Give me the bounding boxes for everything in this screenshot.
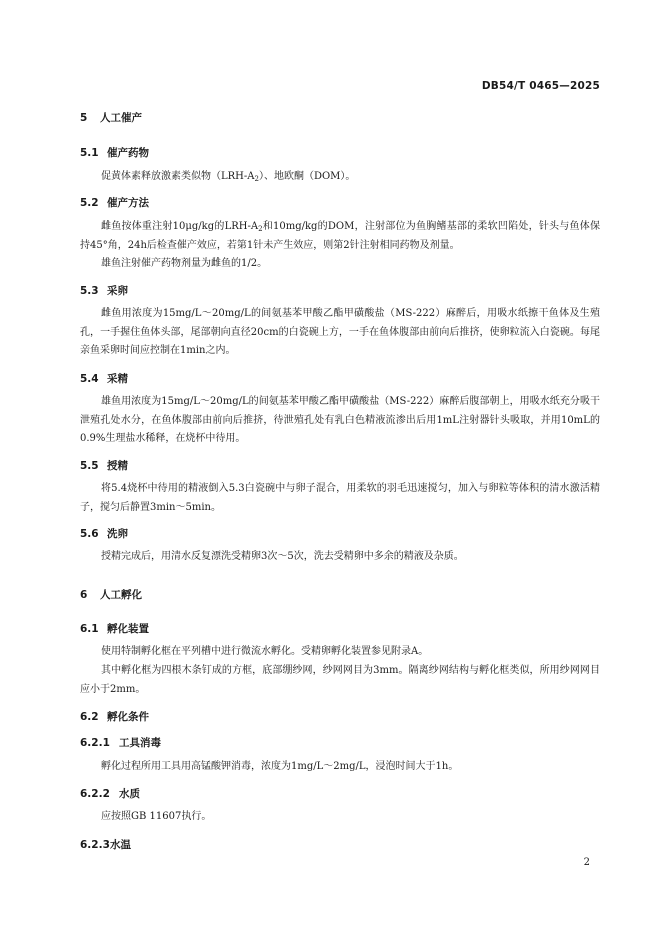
heading-5-6: 5.6 洗卵 <box>80 528 128 540</box>
heading-6-2-1: 6.2.1 工具消毒 <box>80 737 161 749</box>
heading-6-2: 6.2 孵化条件 <box>80 711 149 723</box>
paragraph-5-6: 授精完成后，用清水反复漂洗受精卵3次～5次，洗去受精卵中多余的精液及杂质。 <box>101 551 464 562</box>
heading-5-2: 5.2 催产方法 <box>80 197 149 209</box>
standard-number: DB54/T 0465—2025 <box>481 80 600 92</box>
heading-6-2-2: 6.2.2 水质 <box>80 788 140 800</box>
heading-5: 5 人工催产 <box>80 112 142 124</box>
paragraph-5-1: 促黄体素释放激素类似物$(LRH-A_2)$、地欧酮（DOM）。 <box>101 171 356 183</box>
heading-6-1: 6.1 孵化装置 <box>80 623 149 635</box>
heading-6: 6 人工孵化 <box>80 589 142 601</box>
heading-5-3: 5.3 采卵 <box>80 285 128 297</box>
paragraph-5-3: 雌鱼用浓度为15mg/L～20mg/L的间氨基苯甲酸乙酯甲磺酸盐（MS-222）麻醉后，用吸水纸擦干鱼体及生殖孔，一手握住鱼体头部，尾部朝向直径20cm的白瓷碗上方，一手在鱼体腹部由前向后推挤，使卵粒流入白瓷碗。每尾亲鱼采卵时间应控制在1min之内。 <box>80 308 600 356</box>
heading-6-2-3: 6.2.3水温 <box>80 839 131 851</box>
paragraph-5-2-1: 雌鱼按体重注射10μg/kg的LRH-$A_2$和10mg/kg的DOM，注射部位为鱼胸鳍基部的柔软凹陷处，针头与鱼体保持45°角，24h后检查催产效应，若第1针未产生效应，则第2针注射相同药物及剂量。 <box>80 221 600 251</box>
paragraph-6-2-2: 应按照GB 11607执行。 <box>101 811 212 822</box>
page-number: 2 <box>583 857 590 868</box>
heading-5-1: 5.1 催产药物 <box>80 147 149 159</box>
paragraph-5-5: 将5.4烧杯中待用的精液倒入5.3白瓷碗中与卵子混合，用柔软的羽毛迅速搅匀，加入与卵粒等体积的清水激活精子，搅匀后静置3min～5min。 <box>80 483 600 513</box>
heading-5-5: 5.5 授精 <box>80 460 128 472</box>
paragraph-5-4: 雄鱼用浓度为15mg/L～20mg/L的间氨基苯甲酸乙酯甲磺酸盐（MS-222）麻醉后腹部朝上，用吸水纸充分吸干泄殖孔处水分，在鱼体腹部由前向后推挤，待泄殖孔处有乳白色精液流渗出后用1mL注射器针头吸取，并用10mL的0.9%生理盐水稀释，在烧杯中待用。 <box>80 396 600 444</box>
paragraph-6-1-1: 使用特制孵化框在平列槽中进行微流水孵化。受精卵孵化装置参见附录A。 <box>101 646 429 657</box>
paragraph-6-1-2: 其中孵化框为四根木条钉成的方框，底部绷纱网，纱网网目为3mm。隔离纱网结构与孵化框类似，所用纱网网目应小于2mm。 <box>80 665 600 695</box>
paragraph-6-2-1: 孵化过程所用工具用高锰酸钾消毒，浓度为1mg/L～2mg/L，浸泡时间大于1h。 <box>101 761 459 772</box>
heading-5-4: 5.4 采精 <box>80 373 128 385</box>
paragraph-5-2-2: 雄鱼注射催产药物剂量为雌鱼的1/2。 <box>101 258 268 269</box>
